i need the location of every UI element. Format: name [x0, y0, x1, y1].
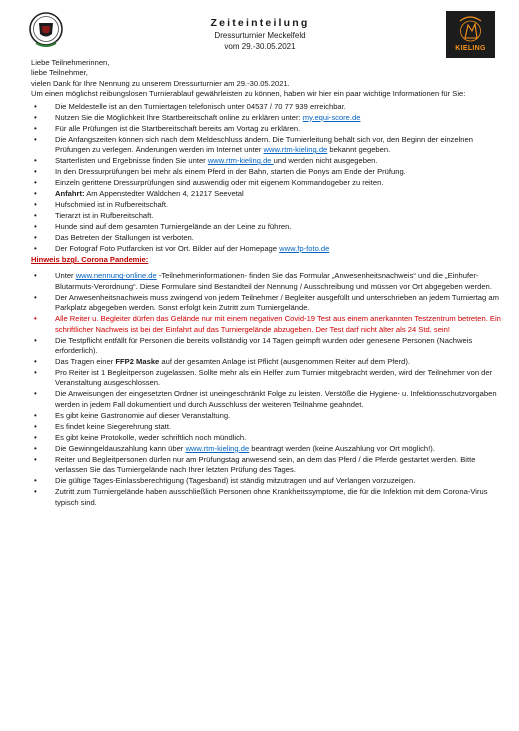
- item-text: Die Anfangszeiten können sich nach dem Meldeschluss ändern. Die Turnierleitung behält sich vor, den Beginn der einzelnen Prüfungen zu verlegen. Änderungen werden im Internet unter: [55, 134, 473, 155]
- list-item: [31, 314, 501, 335]
- item-text: Es gibt keine Gastronomie auf dieser Veranstaltung.: [55, 410, 231, 420]
- letter-body: [31, 58, 501, 509]
- greeting-line-2: liebe Teilnehmer,: [31, 68, 88, 78]
- list-item: [31, 178, 501, 188]
- item-text: Es findet keine Siegerehrung statt.: [55, 421, 172, 431]
- list-item: [31, 422, 501, 432]
- list-item: [31, 433, 501, 443]
- item-text: Das Betreten der Stallungen ist verboten.: [55, 233, 194, 243]
- web-link[interactable]: www.rtm-kieling.de: [207, 156, 274, 166]
- list-item: [31, 368, 501, 389]
- item-text: Reiter und Begleitpersonen dürfen nur am Prüfungstag anwesend sein, an dem das Pferd / die Pferde gestartet werden. Bitte verlassen Sie das Turniergelände nach Ihrer letzten Prüfung des Tages.: [55, 454, 476, 475]
- event-dates: vom 29.-30.05.2021: [224, 42, 296, 51]
- web-link[interactable]: www.rtm-kieling.de: [185, 443, 250, 453]
- list-item: [31, 124, 501, 134]
- kieling-logo: [446, 11, 495, 58]
- item-text: Nutzen Sie die Möglichkeit Ihre Startbereitschaft online zu erklären unter:: [55, 112, 303, 122]
- list-item: [31, 135, 501, 156]
- list-item: [31, 156, 501, 166]
- web-link[interactable]: www.fp-foto.de: [279, 244, 330, 254]
- item-text: Pro Reiter ist 1 Begleitperson zugelassen. Sollte mehr als ein Helfer zum Turnier mitgebracht werden, wird der Teilnehmer von der Veranstaltung ausgeschlossen.: [55, 368, 493, 388]
- item-text: Tierarzt ist in Rufbereitschaft.: [55, 211, 154, 221]
- club-crest-logo: [28, 10, 64, 50]
- item-text: Zutritt zum Turniergelände haben ausschließlich Personen ohne Krankheitssymptome, die für die Infektion mit dem Corona-Virus typisch sind.: [55, 487, 488, 507]
- list-item: [31, 244, 501, 254]
- item-text: Hufschmied ist in Rufbereitschaft.: [55, 200, 169, 210]
- greeting-line-1: Liebe Teilnehmerinnen,: [31, 58, 110, 67]
- item-text: auf der gesamten Anlage ist Pflicht (ausgenommen Reiter auf dem Pferd).: [159, 357, 411, 367]
- item-text: In den Dressurprüfungen bei mehr als einem Pferd in der Bahn, starten die Ponys am Ende der Prüfung.: [55, 167, 406, 177]
- item-text: Unter: [55, 271, 76, 281]
- item-text: Das Tragen einer: [55, 357, 116, 367]
- page-title: Zeiteinteilung: [210, 17, 310, 29]
- list-item: [31, 476, 501, 486]
- intro-paragraph-2: Um einen möglichst reibungslosen Turnierablauf gewährleisten zu können, haben wir hier ein paar wichtige Informationen für Sie:: [31, 89, 466, 99]
- list-item: [31, 411, 501, 421]
- item-text: beantragt werden (keine Auszahlung vor Ort möglich!).: [249, 443, 435, 453]
- item-text: Starterlisten und Ergebnisse finden Sie unter: [55, 156, 208, 166]
- list-item: [31, 444, 501, 454]
- item-text: und werden nicht ausgegeben.: [273, 156, 378, 166]
- item-bold-text: Anfahrt:: [55, 189, 85, 199]
- item-text: Die Gewinngeldauszahlung kann über: [55, 443, 186, 453]
- corona-list: [31, 271, 501, 508]
- web-link[interactable]: www.nennung-online.de: [75, 271, 157, 281]
- item-text: Die gültige Tages-Einlassberechtigung (Tagesband) ist ständig mitzutragen und auf Verlangen vorzuzeigen.: [55, 476, 416, 486]
- info-list: [31, 102, 501, 255]
- item-text: Hunde sind auf dem gesamten Turniergelände an der Leine zu führen.: [55, 222, 292, 232]
- list-item: [31, 167, 501, 177]
- item-text: Die Meldestelle ist an den Turniertagen telefonisch unter 04537 / 70 77 939 erreichbar.: [55, 101, 346, 111]
- item-text: Am Appenstedter Wäldchen 4, 21217 Seevetal: [84, 189, 244, 199]
- item-text: Einzeln gerittene Dressurprüfungen sind auswendig oder mit eigenem Kommandogeber zu reiten.: [55, 178, 384, 188]
- list-item: [31, 113, 501, 123]
- list-item: [31, 357, 501, 367]
- corona-heading: Hinweis bzgl. Corona Pandemie:: [31, 255, 149, 265]
- list-item: [31, 200, 501, 210]
- list-item: [31, 455, 501, 476]
- kieling-logo-text: KIELING: [455, 45, 486, 52]
- web-link[interactable]: www.rtm-kieling.de: [263, 145, 328, 155]
- item-text: Für alle Prüfungen ist die Startbereitschaft bereits am Vortag zu erklären.: [55, 123, 301, 133]
- list-item: [31, 102, 501, 112]
- item-text: Der Fotograf Foto Putfarcken ist vor Ort. Bilder auf der Homepage: [55, 244, 280, 254]
- list-item: [31, 487, 501, 508]
- event-name: Dressurturnier Meckelfeld: [214, 31, 306, 40]
- item-bold-text: FFP2 Maske: [115, 357, 160, 367]
- item-text: Der Anwesenheitsnachweis muss zwingend von jedem Teilnehmer / Begleiter ausgefüllt und unterschrieben an jedem Turniertag am Parkplatz abgegeben werden. Sonst erfolgt kein Zutritt zum Turniergelände.: [55, 292, 499, 313]
- list-item: [31, 389, 501, 410]
- list-item: [31, 222, 501, 232]
- document-header: [180, 17, 340, 52]
- list-item: [31, 293, 501, 314]
- web-link[interactable]: my.equi-score.de: [302, 112, 361, 122]
- list-item: [31, 233, 501, 243]
- list-item: [31, 336, 501, 357]
- item-text: Die Testpflicht entfällt für Personen die bereits vollständig vor 14 Tagen geimpft wurden oder genesene Personen (Nachweis erforderlich).: [55, 335, 473, 356]
- item-text: Es gibt keine Protokolle, weder schriftlich noch mündlich.: [55, 432, 247, 442]
- list-item: [31, 271, 501, 292]
- item-text: Die Anweisungen der eingesetzten Ordner ist uneingeschränkt Folge zu leisten. Verstöße die Hygiene- u. Infektionsschutzvorgaben werden in jedem Fall dokumentiert und durch Ausschluss der weiteren Teilnahme geahndet.: [55, 389, 497, 409]
- item-text: -Teilnehmerinformationen- finden Sie das Formular „Anwesenheitsnachweis“ und die „Einhufer-Blutarmuts-Verordnung“. Diese Formulare sind Bestandteil der Nennung / Ausschreibung und müssen vor Ort abgegeben werden.: [55, 271, 492, 291]
- item-text: bekannt gegeben.: [327, 145, 391, 155]
- item-text: Alle Reiter u. Begleiter dürfen das Gelände nur mit einem negativen Covid-19 Test aus einem anerkannten Testzentrum betreten. Ein schriftlicher Nachweis ist bei der Einfahrt auf das Turniergelände abzugeben. Der Test darf nicht älter als 24 Std. sein!: [55, 314, 501, 334]
- intro-paragraph: vielen Dank für Ihre Nennung zu unserem Dressurturnier am 29.-30.05.2021.: [31, 78, 290, 88]
- list-item: [31, 189, 501, 199]
- list-item: [31, 211, 501, 221]
